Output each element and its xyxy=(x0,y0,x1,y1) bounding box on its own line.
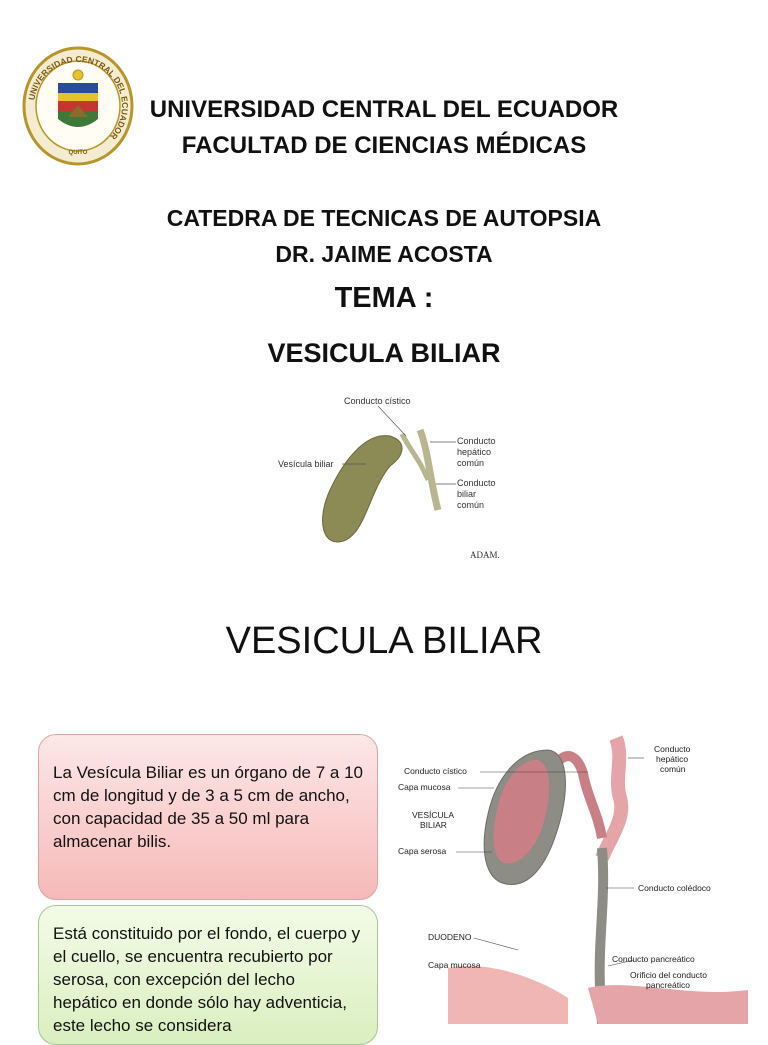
label-hepatic-1: Conducto xyxy=(654,744,691,754)
label-mucosa: Capa mucosa xyxy=(398,782,451,792)
info-box-size xyxy=(38,734,378,900)
adam-credit: ADAM. xyxy=(470,550,500,560)
label-hepatic-duct-3: común xyxy=(457,458,485,468)
label-pancreatic: Conducto pancreático xyxy=(612,954,695,964)
content-slide xyxy=(0,580,768,1035)
label-choledoch: Conducto colédoco xyxy=(638,883,711,893)
faculty-name: FACULTAD DE CIENCIAS MÉDICAS xyxy=(181,132,587,159)
label-vesicula-1: VESÍCULA xyxy=(412,810,455,820)
label-gallbladder: Vesícula biliar xyxy=(278,459,334,469)
label-bile-duct-1: Conducto xyxy=(457,478,496,488)
biliary-anatomy-diagram xyxy=(388,728,768,1024)
doctor-name: DR. JAIME ACOSTA xyxy=(275,241,493,267)
label-hepatic-duct-2: hepático xyxy=(457,447,492,457)
header-course xyxy=(0,200,768,272)
label-orifice-1: Orificio del conducto xyxy=(630,970,708,980)
gallbladder-diagram xyxy=(270,390,530,570)
label-orifice-2: pancreático xyxy=(646,980,690,990)
label-serosa: Capa serosa xyxy=(398,846,447,856)
university-name: UNIVERSIDAD CENTRAL DEL ECUADOR xyxy=(149,96,619,123)
label-bile-duct-2: biliar xyxy=(457,489,477,499)
label-hepatic-3: común xyxy=(660,764,686,774)
chair-name: CATEDRA DE TECNICAS DE AUTOPSIA xyxy=(166,205,602,231)
label-hepatic-2: hepático xyxy=(656,754,689,764)
header-institution xyxy=(0,92,768,164)
label-cystic-duct: Conducto cístico xyxy=(404,766,467,776)
info-box-size-text: La Vesícula Biliar es un órgano de 7 a 10 cm de longitud y de 3 a 5 cm de ancho, con capacidad de 35 a 50 ml para almacenar bilis. xyxy=(53,763,363,851)
label-vesicula-2: BILIAR xyxy=(420,820,447,830)
label-hepatic-duct-1: Conducto xyxy=(457,436,496,446)
label-bile-duct-3: común xyxy=(457,500,485,510)
label-mucosa-2: Capa mucosa xyxy=(428,960,481,970)
gallbladder-shape xyxy=(323,436,402,542)
label-duodeno: DUODENO xyxy=(428,932,472,942)
seal-city-text: QUITO xyxy=(68,150,88,156)
label-cystic-duct: Conducto cístico xyxy=(344,396,411,406)
topic-label: TEMA : xyxy=(334,282,434,314)
seal-ring-text: UNIVERSIDAD CENTRAL DEL ECUADOR xyxy=(26,53,131,142)
topic-title: VESICULA BILIAR xyxy=(267,338,501,368)
info-box-structure-text: Está constituido por el fondo, el cuerpo y el cuello, se encuentra recubierto por serosa, con excepción del lecho hepático en donde sólo hay adventicia, este lecho se considera xyxy=(53,924,361,1035)
info-box-structure xyxy=(38,905,378,1045)
slide-title: VESICULA BILIAR xyxy=(225,620,543,662)
